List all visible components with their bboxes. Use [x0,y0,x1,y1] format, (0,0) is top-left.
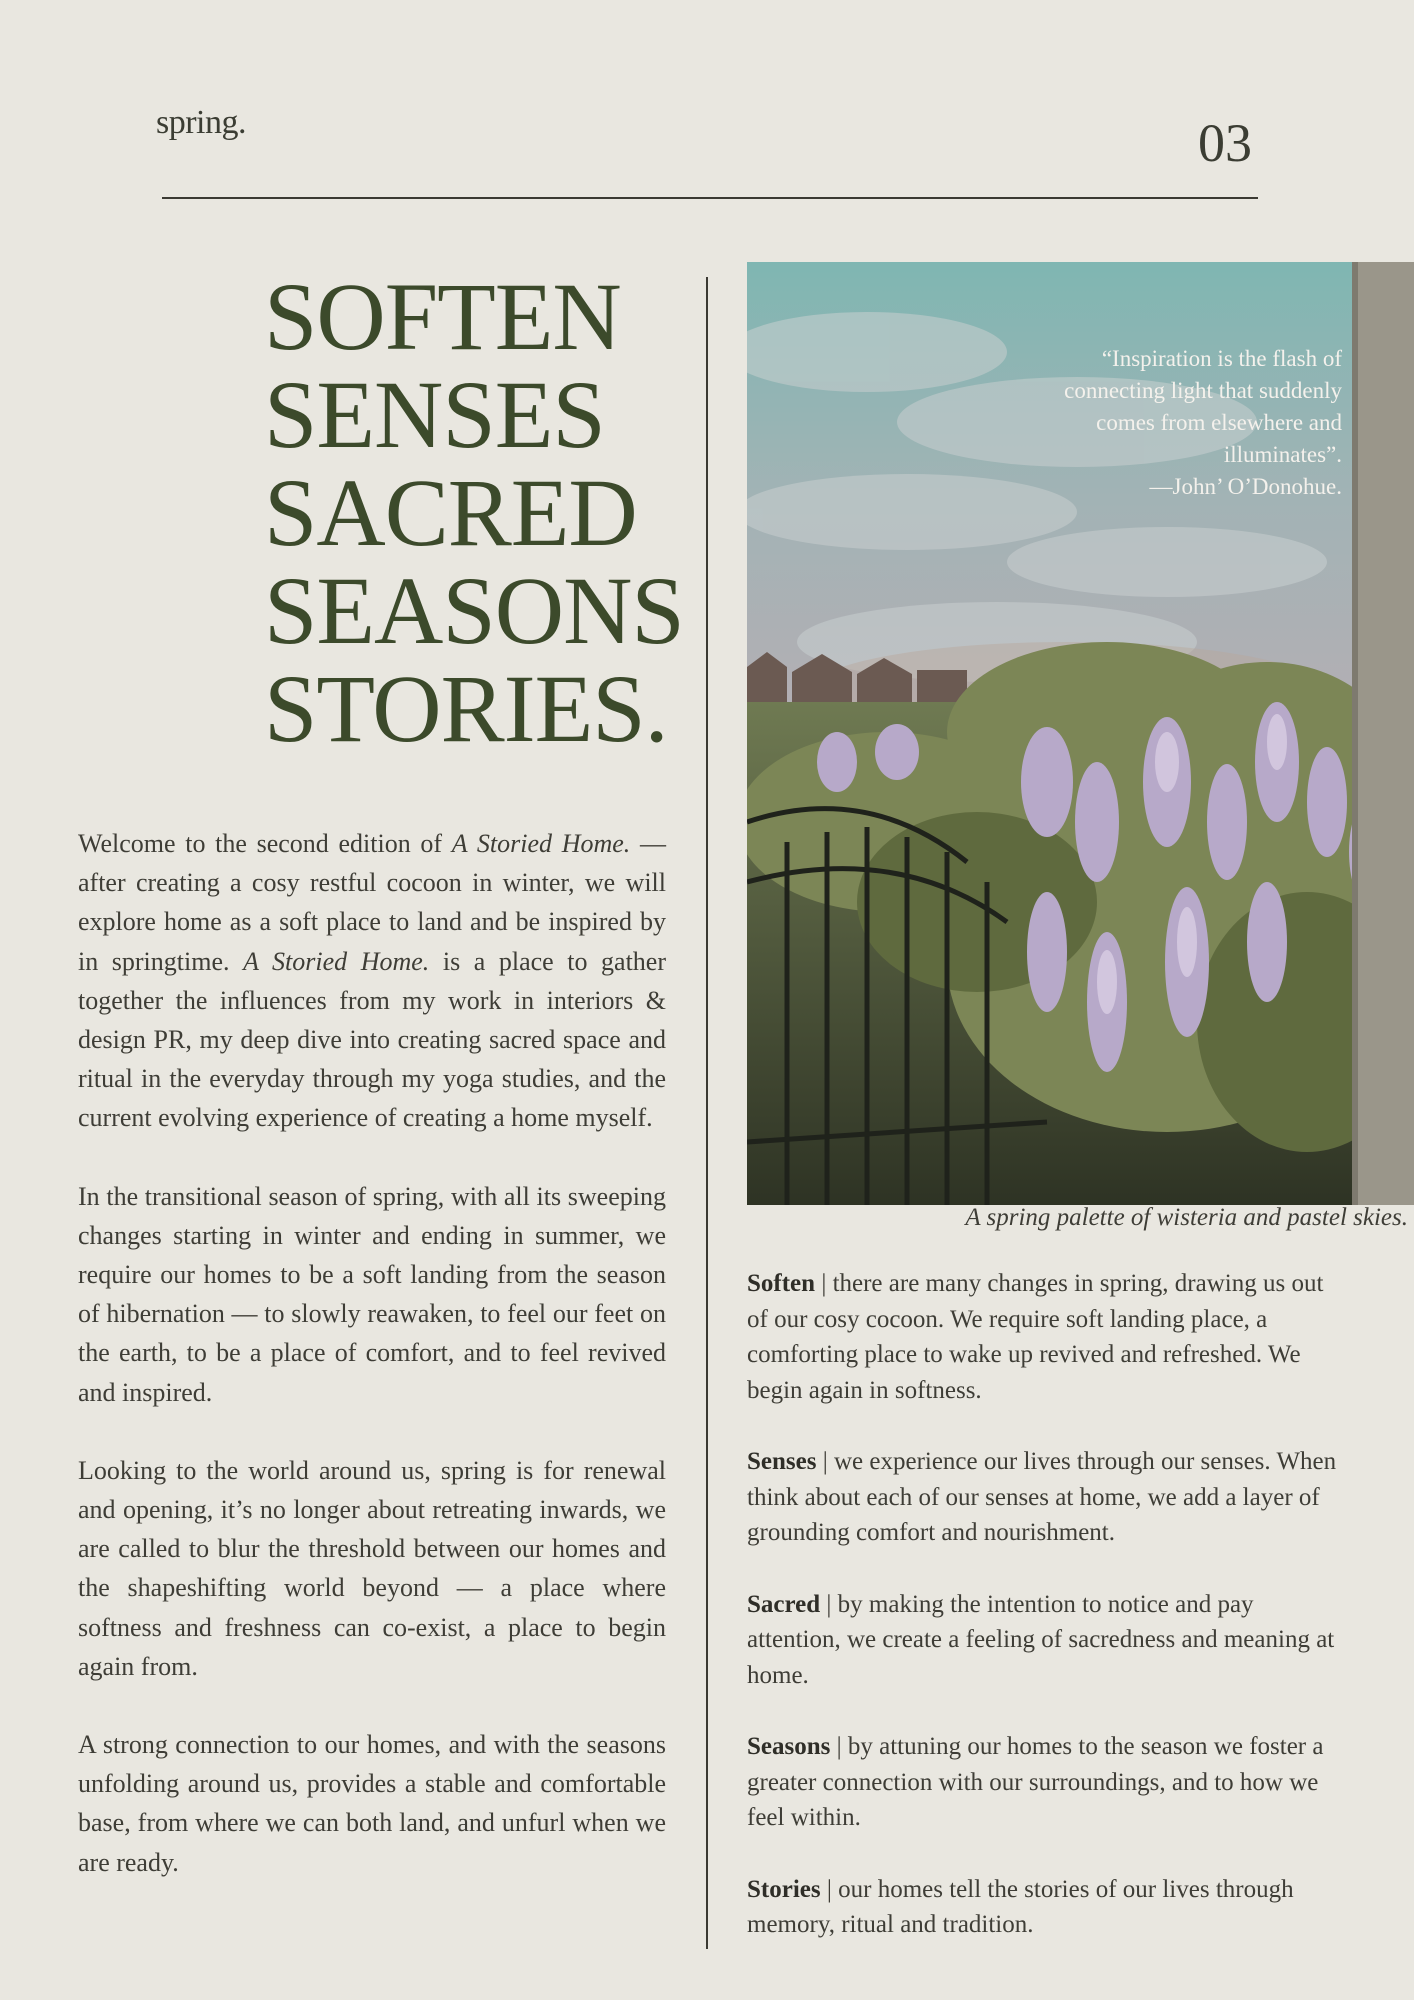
theme-item [747,1872,1347,1943]
theme-term: Sacred [747,1590,821,1618]
headline-line: STORIES. [264,655,668,762]
publication-title: A Storied Home. [451,829,631,858]
theme-item [747,1266,1347,1408]
headline [264,263,684,762]
intro-text: Welcome to the second edition of [78,829,452,858]
intro-paragraph: Looking to the world around us, spring is for renewal and opening, it’s no longer about retreating inwards, we are called to blur the threshold between our homes and the shapeshifting world beyond — a place where softness and freshness can co-exist, a place to begin again from. [78,1455,666,1681]
intro-paragraph: A strong connection to our homes, and with the seasons unfolding around us, provides a stable and comfortable base, from where we can both land, and unfurl when we are ready. [78,1730,666,1877]
intro-text: — after creating a cosy restful cocoon in winter, we will explore home as a soft place to land and be inspired by in springtime. [78,829,666,976]
header-divider [162,197,1258,199]
themes-list [747,1266,1347,1979]
theme-item [747,1444,1347,1551]
theme-term: Seasons [747,1733,831,1760]
page-number: 03 [1198,113,1252,173]
headline-line: SOFTEN [264,263,621,370]
headline-line: SEASONS [264,557,684,664]
theme-item [747,1587,1347,1694]
headline-line: SACRED [264,459,637,566]
theme-text: | by attuning our homes to the season we foster a greater connection with our surroundings, and to how we feel within. [747,1733,1324,1831]
theme-term: Stories [747,1875,821,1903]
quote-line: connecting light that suddenly [1064,378,1342,403]
theme-item [747,1729,1347,1836]
headline-line: SENSES [264,361,605,468]
theme-term: Senses [747,1448,817,1475]
theme-text: | there are many changes in spring, drawing us out of our cosy cocoon. We require soft landing place, a comforting place to wake up revived and refreshed. We begin again in softness. [747,1270,1324,1404]
intro-paragraph [78,824,666,1138]
wisteria-photo [747,262,1414,1205]
quote-line: illuminates”. [1223,442,1342,467]
intro-paragraph: In the transitional season of spring, with all its sweeping changes starting in winter and ending in summer, we require our homes to be a soft landing from the season of hibernation — to slowly reawaken, to feel our feet on the earth, to be a place of comfort, and to feel revived and inspired. [78,1181,666,1407]
theme-text: | our homes tell the stories of our lives through memory, ritual and tradition. [747,1875,1294,1938]
publication-title: A Storied Home. [243,946,430,976]
theme-term: Soften [747,1270,816,1297]
quote-attribution: —John’ O’Donohue. [1149,474,1342,499]
column-divider [706,277,708,1949]
photo-caption: A spring palette of wisteria and pastel skies. [965,1204,1408,1231]
pull-quote [982,343,1342,503]
quote-line: “Inspiration is the flash of [1101,346,1342,371]
intro-article [78,824,666,1882]
intro-text: is a place to gather together the influences from my work in interiors & design PR, my deep dive into creating sacred space and ritual in the everyday through my yoga studies, and the current evolving experience of creating a home myself. [78,946,666,1133]
quote-line: comes from elsewhere and [1096,410,1342,435]
theme-text: | by making the intention to notice and pay attention, we create a feeling of sacredness and meaning at home. [747,1590,1335,1689]
theme-text: | we experience our lives through our senses. When think about each of our senses at home, we add a layer of grounding comfort and nourishment. [747,1448,1337,1546]
brand-wordmark: spring. [156,104,246,141]
